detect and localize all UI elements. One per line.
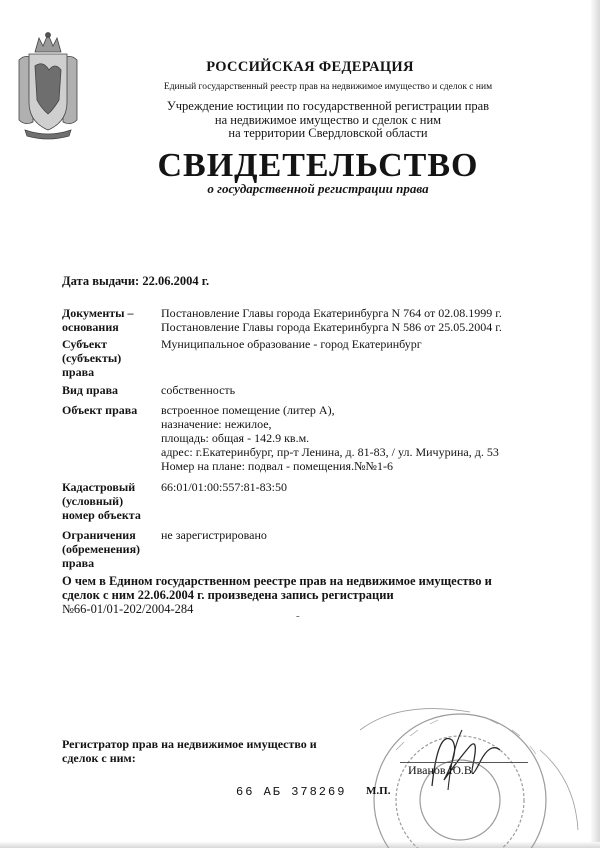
record-line: сделок с ним 22.06.2004 г. произведена запись регистрации	[62, 588, 394, 602]
document-subtitle: о государственной регистрации права	[207, 181, 429, 196]
institution-name	[28, 100, 600, 141]
field-label-encumbrances	[62, 528, 140, 570]
record-line: О чем в Едином государственном реестре прав на недвижимое имущество и	[62, 574, 492, 588]
label-line: Документы –	[62, 306, 134, 320]
institution-line: Учреждение юстиции по государственной регистрации прав	[166, 99, 490, 113]
value-line: адрес: г.Екатеринбург, пр-т Ленина, д. 81-83, / ул. Мичурина, д. 53	[161, 445, 499, 459]
value-line: собственность	[161, 383, 236, 397]
label-line: номер объекта	[62, 508, 141, 522]
registration-record	[62, 574, 492, 616]
institution-line: на недвижимое имущество и сделок с ним	[214, 112, 442, 127]
value-line: площадь: общая - 142.9 кв.м.	[161, 431, 310, 445]
document-title: СВИДЕТЕЛЬСТВО	[157, 147, 479, 184]
label-line: права	[62, 556, 95, 570]
country-name: РОССИЙСКАЯ ФЕДЕРАЦИЯ	[206, 59, 414, 75]
value-line: Постановление Главы города Екатеринбурга N 586 от 25.05.2004 г.	[161, 320, 502, 334]
label-line: (субъекты)	[62, 351, 122, 365]
label-line: Ограничения	[62, 528, 136, 542]
label-line: Вид права	[62, 383, 119, 397]
registrar-label-line: сделок с ним:	[62, 751, 136, 765]
field-label-cadastral	[62, 480, 141, 522]
value-line: назначение: нежилое,	[161, 417, 272, 431]
value-line: Номер на плане: подвал - помещения.№№1-6	[161, 459, 393, 473]
value-line: не зарегистрировано	[161, 528, 267, 542]
label-line: Субъект	[62, 337, 108, 351]
label-line: Объект права	[62, 403, 138, 417]
field-value-cadastral	[161, 480, 287, 494]
field-value-subject	[161, 337, 422, 351]
value-line: Постановление Главы города Екатеринбурга N 764 от 02.08.1999 г.	[161, 306, 502, 320]
field-label-object	[62, 403, 137, 417]
field-label-right-type	[62, 383, 118, 397]
issue-date: Дата выдачи: 22.06.2004 г.	[62, 274, 210, 288]
registrar-label	[62, 737, 317, 765]
value-line: 66:01/01:00:557:81-83:50	[161, 480, 287, 494]
registrar-label-line: Регистратор прав на недвижимое имущество и	[62, 737, 317, 751]
field-label-documents	[62, 306, 134, 334]
field-value-documents	[161, 306, 502, 334]
label-line: (обременения)	[62, 542, 141, 556]
label-line: основания	[62, 320, 119, 334]
label-line: (условный)	[62, 494, 124, 508]
value-line: встроенное помещение (литер А),	[161, 403, 335, 417]
registry-name: Единый государственный реестр прав на недвижимое имущество и сделок с ним	[163, 82, 493, 92]
institution-line: на территории Свердловской области	[228, 126, 428, 140]
label-line: Кадастровый	[62, 480, 136, 494]
form-number: 66 АБ 378269	[236, 785, 347, 799]
seal-place-label: М.П.	[366, 785, 391, 797]
registrar-name: Иванов Ю.В.	[408, 763, 475, 777]
value-line: Муниципальное образование - город Екатеринбург	[161, 337, 422, 351]
field-value-encumbrances	[161, 528, 267, 542]
field-label-subject	[62, 337, 121, 379]
label-line: права	[62, 365, 95, 379]
record-number: №66-01/01-202/2004-284	[62, 602, 194, 616]
mark-glyph: -	[296, 610, 300, 622]
field-value-object	[161, 403, 499, 473]
field-value-right-type	[161, 383, 235, 397]
